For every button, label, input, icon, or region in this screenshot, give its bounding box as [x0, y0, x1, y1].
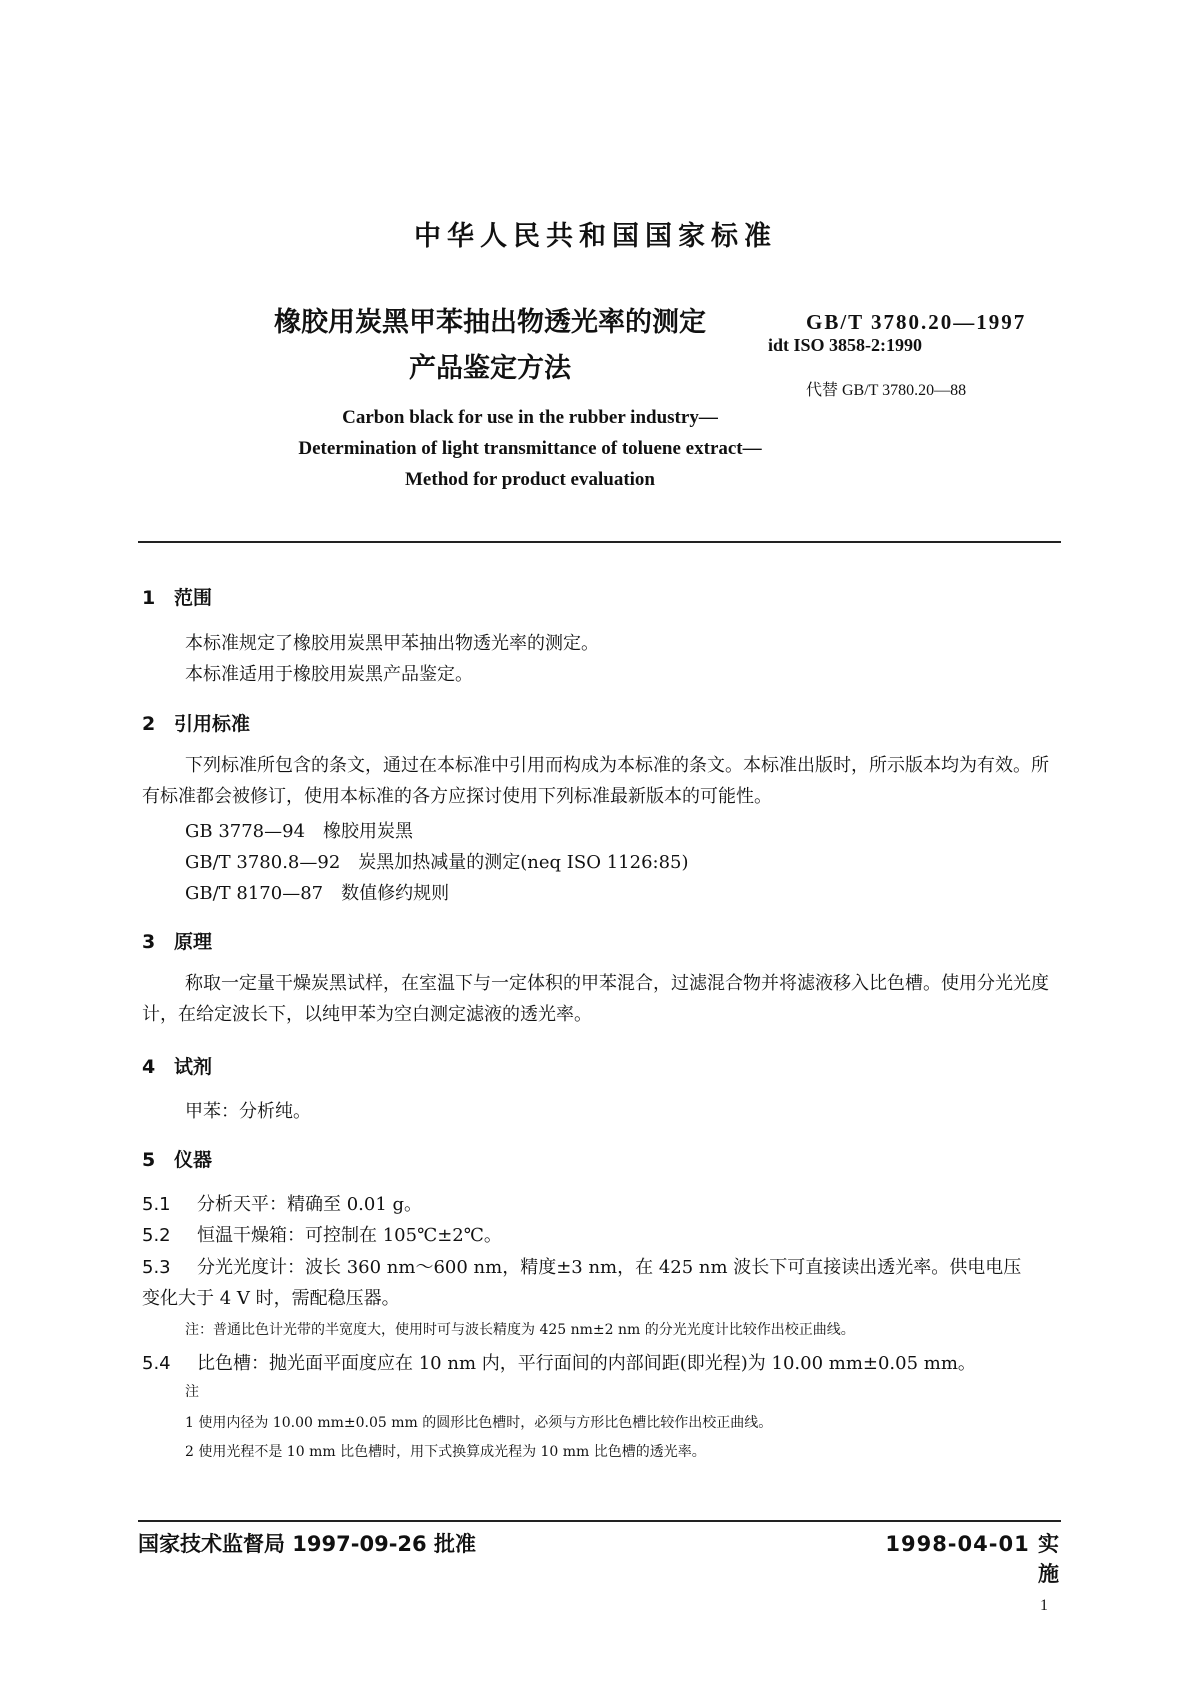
section-number: 2 — [142, 713, 156, 735]
clause-5-2 — [142, 1221, 502, 1247]
section-title: 试剂 — [174, 1056, 213, 1078]
section-3-heading — [142, 927, 212, 954]
section-5-heading — [142, 1145, 212, 1172]
chinese-title-line-1: 橡胶用炭黑甲苯抽出物透光率的测定 — [274, 307, 706, 338]
standard-number: GB/T 3780.20—1997 — [806, 310, 1027, 334]
section-number: 5 — [142, 1149, 156, 1171]
national-standard-title: 中华人民共和国国家标准 — [414, 221, 777, 252]
header-divider — [138, 541, 1061, 543]
clause-text: 比色槽：抛光面平面度应在 10 nm 内，平行面间的内部间距(即光程)为 10.00 mm±0.05 mm。 — [197, 1353, 976, 1374]
section-4-heading — [142, 1052, 212, 1079]
clause-5-1 — [142, 1190, 422, 1216]
section-number: 3 — [142, 931, 156, 953]
standard-idt-reference: idt ISO 3858-2:1990 — [768, 335, 923, 355]
effective-date: 1998-04-01 实施 — [885, 1532, 1060, 1586]
section-4-paragraph: 甲苯：分析纯。 — [185, 1101, 311, 1122]
clause-number: 5.3 — [142, 1257, 171, 1278]
english-title-line-2: Determination of light transmittance of toluene extract— — [298, 438, 762, 459]
clause-5-4-note-label: 注 — [185, 1384, 199, 1400]
section-3-paragraph: 称取一定量干燥炭黑试样，在室温下与一定体积的甲苯混合，过滤混合物并将滤液移入比色槽。使用分光光度计，在给定波长下，以纯甲苯为空白测定滤液的透光率。 — [142, 973, 1049, 1025]
approval-statement: 国家技术监督局 1997-09-26 批准 — [138, 1532, 476, 1556]
section-2-heading — [142, 709, 250, 736]
clause-number: 5.4 — [142, 1353, 171, 1374]
page-number: 1 — [1040, 1597, 1048, 1614]
clause-5-3-note: 注：普通比色计光带的半宽度大，使用时可与波长精度为 425 nm±2 nm 的分光光度计比较作出校正曲线。 — [185, 1322, 855, 1338]
section-title: 引用标准 — [174, 713, 251, 735]
section-title: 范围 — [174, 587, 213, 609]
section-1-paragraph-2: 本标准适用于橡胶用炭黑产品鉴定。 — [185, 664, 473, 685]
clause-5-3 — [142, 1253, 1021, 1279]
clause-5-4-note-2: 2 使用光程不是 10 mm 比色槽时，用下式换算成光程为 10 mm 比色槽的透光率。 — [185, 1444, 706, 1460]
section-2-paragraph: 下列标准所包含的条文，通过在本标准中引用而构成为本标准的条文。本标准出版时，所示版本均为有效。所有标准都会被修订，使用本标准的各方应探讨使用下列标准最新版本的可能性。 — [142, 755, 1049, 807]
english-title-line-1: Carbon black for use in the rubber industry— — [342, 407, 718, 428]
chinese-title — [230, 300, 750, 392]
clause-number: 5.1 — [142, 1194, 171, 1215]
clause-number: 5.2 — [142, 1225, 171, 1246]
chinese-title-line-2: 产品鉴定方法 — [409, 353, 571, 384]
standard-replaces: 代替 GB/T 3780.20—88 — [806, 382, 967, 399]
section-number: 4 — [142, 1056, 156, 1078]
clause-5-4 — [142, 1349, 976, 1375]
english-title-line-3: Method for product evaluation — [405, 469, 655, 490]
clause-5-3-continuation: 变化大于 4 V 时，需配稳压器。 — [142, 1288, 400, 1309]
english-title — [0, 402, 1060, 495]
section-1-paragraph-1: 本标准规定了橡胶用炭黑甲苯抽出物透光率的测定。 — [185, 633, 599, 654]
clause-5-4-note-1: 1 使用内径为 10.00 mm±0.05 mm 的圆形比色槽时，必须与方形比色槽比较作出校正曲线。 — [185, 1415, 773, 1431]
footer-divider — [138, 1520, 1061, 1522]
reference-item: GB/T 8170—87 数值修约规则 — [185, 883, 450, 904]
reference-item: GB 3778—94 橡胶用炭黑 — [185, 821, 414, 842]
clause-text: 恒温干燥箱：可控制在 105℃±2℃。 — [197, 1225, 502, 1246]
section-title: 原理 — [174, 931, 213, 953]
reference-item: GB/T 3780.8—92 炭黑加热减量的测定(neq ISO 1126:85) — [185, 852, 689, 873]
section-number: 1 — [142, 587, 156, 609]
section-1-heading — [142, 583, 212, 610]
clause-text: 分析天平：精确至 0.01 g。 — [197, 1194, 423, 1215]
clause-text: 分光光度计：波长 360 nm～600 nm，精度±3 nm，在 425 nm 波长下可直接读出透光率。供电电压 — [197, 1257, 1022, 1278]
section-title: 仪器 — [174, 1149, 213, 1171]
